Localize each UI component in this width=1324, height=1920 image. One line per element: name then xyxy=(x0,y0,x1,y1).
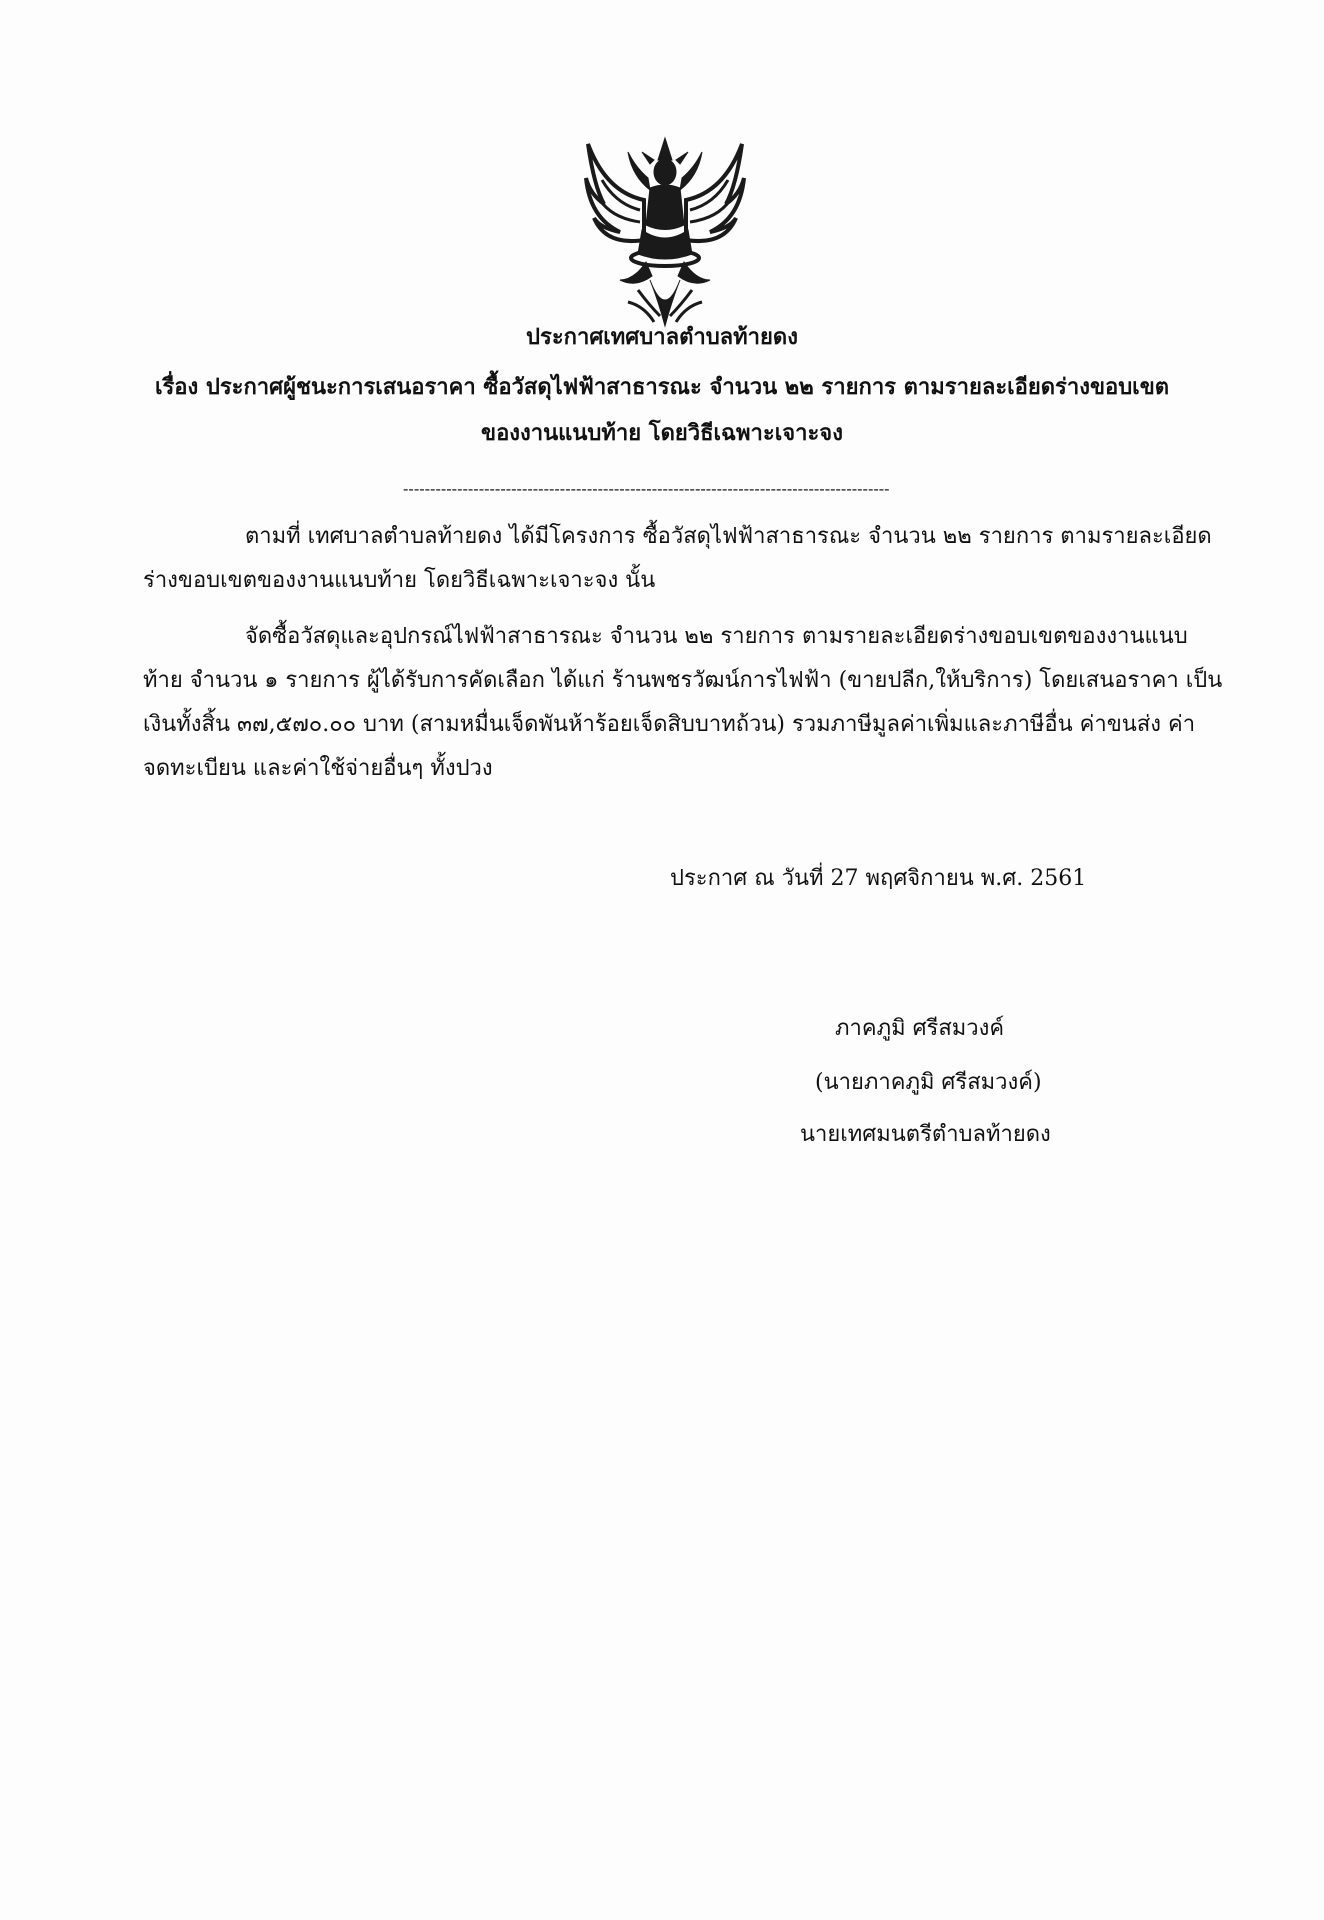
divider-line: ------------------------------------------------------------------------------------------ xyxy=(403,479,890,498)
para2-line4: จดทะเบียน และค่าใช้จ่ายอื่นๆ ทั้งปวง xyxy=(143,756,493,781)
para2-line3: เงินทั้งสิ้น ๓๗,๕๗๐.๐๐ บาท (สามหมื่นเจ็ดพันห้าร้อยเจ็ดสิบบาทถ้วน) รวมภาษีมูลค่าเพิ่มและภาษีอื่น ค่าขนส่ง ค่า xyxy=(143,712,1196,737)
garuda-emblem-icon xyxy=(580,130,750,330)
para2-line2: ท้าย จำนวน ๑ รายการ ผู้ได้รับการคัดเลือก ได้แก่ ร้านพชรวัฒน์การไฟฟ้า (ขายปลีก,ให้บริการ) โดยเสนอราคา เป็น xyxy=(143,668,1223,693)
document-title: ประกาศเทศบาลตำบลท้ายดง xyxy=(526,324,798,350)
subject-line-2: ของงานแนบท้าย โดยวิธีเฉพาะเจาะจง xyxy=(481,420,843,446)
announcement-date: ประกาศ ณ วันที่ 27 พฤศจิกายน พ.ศ. 2561 xyxy=(670,866,1087,891)
signer-position: นายเทศมนตรีตำบลท้ายดง xyxy=(800,1122,1051,1147)
para1-line2: ร่างขอบเขตของงานแนบท้าย โดยวิธีเฉพาะเจาะจง นั้น xyxy=(143,568,656,593)
para2-line1: จัดซื้อวัสดุและอุปกรณ์ไฟฟ้าสาธารณะ จำนวน ๒๒ รายการ ตามรายละเอียดร่างขอบเขตของงานแนบ xyxy=(245,624,1188,649)
subject-line-1: เรื่อง ประกาศผู้ชนะการเสนอราคา ซื้อวัสดุไฟฟ้าสาธารณะ จำนวน ๒๒ รายการ ตามรายละเอียดร่างขอบเขต xyxy=(154,374,1170,400)
para1-line1: ตามที่ เทศบาลตำบลท้ายดง ได้มีโครงการ ซื้อวัสดุไฟฟ้าสาธารณะ จำนวน ๒๒ รายการ ตามรายละเอียด xyxy=(245,524,1212,549)
printed-name: (นายภาคภูมิ ศรีสมวงค์) xyxy=(815,1070,1042,1095)
signature-name: ภาคภูมิ ศรีสมวงค์ xyxy=(835,1016,1005,1041)
